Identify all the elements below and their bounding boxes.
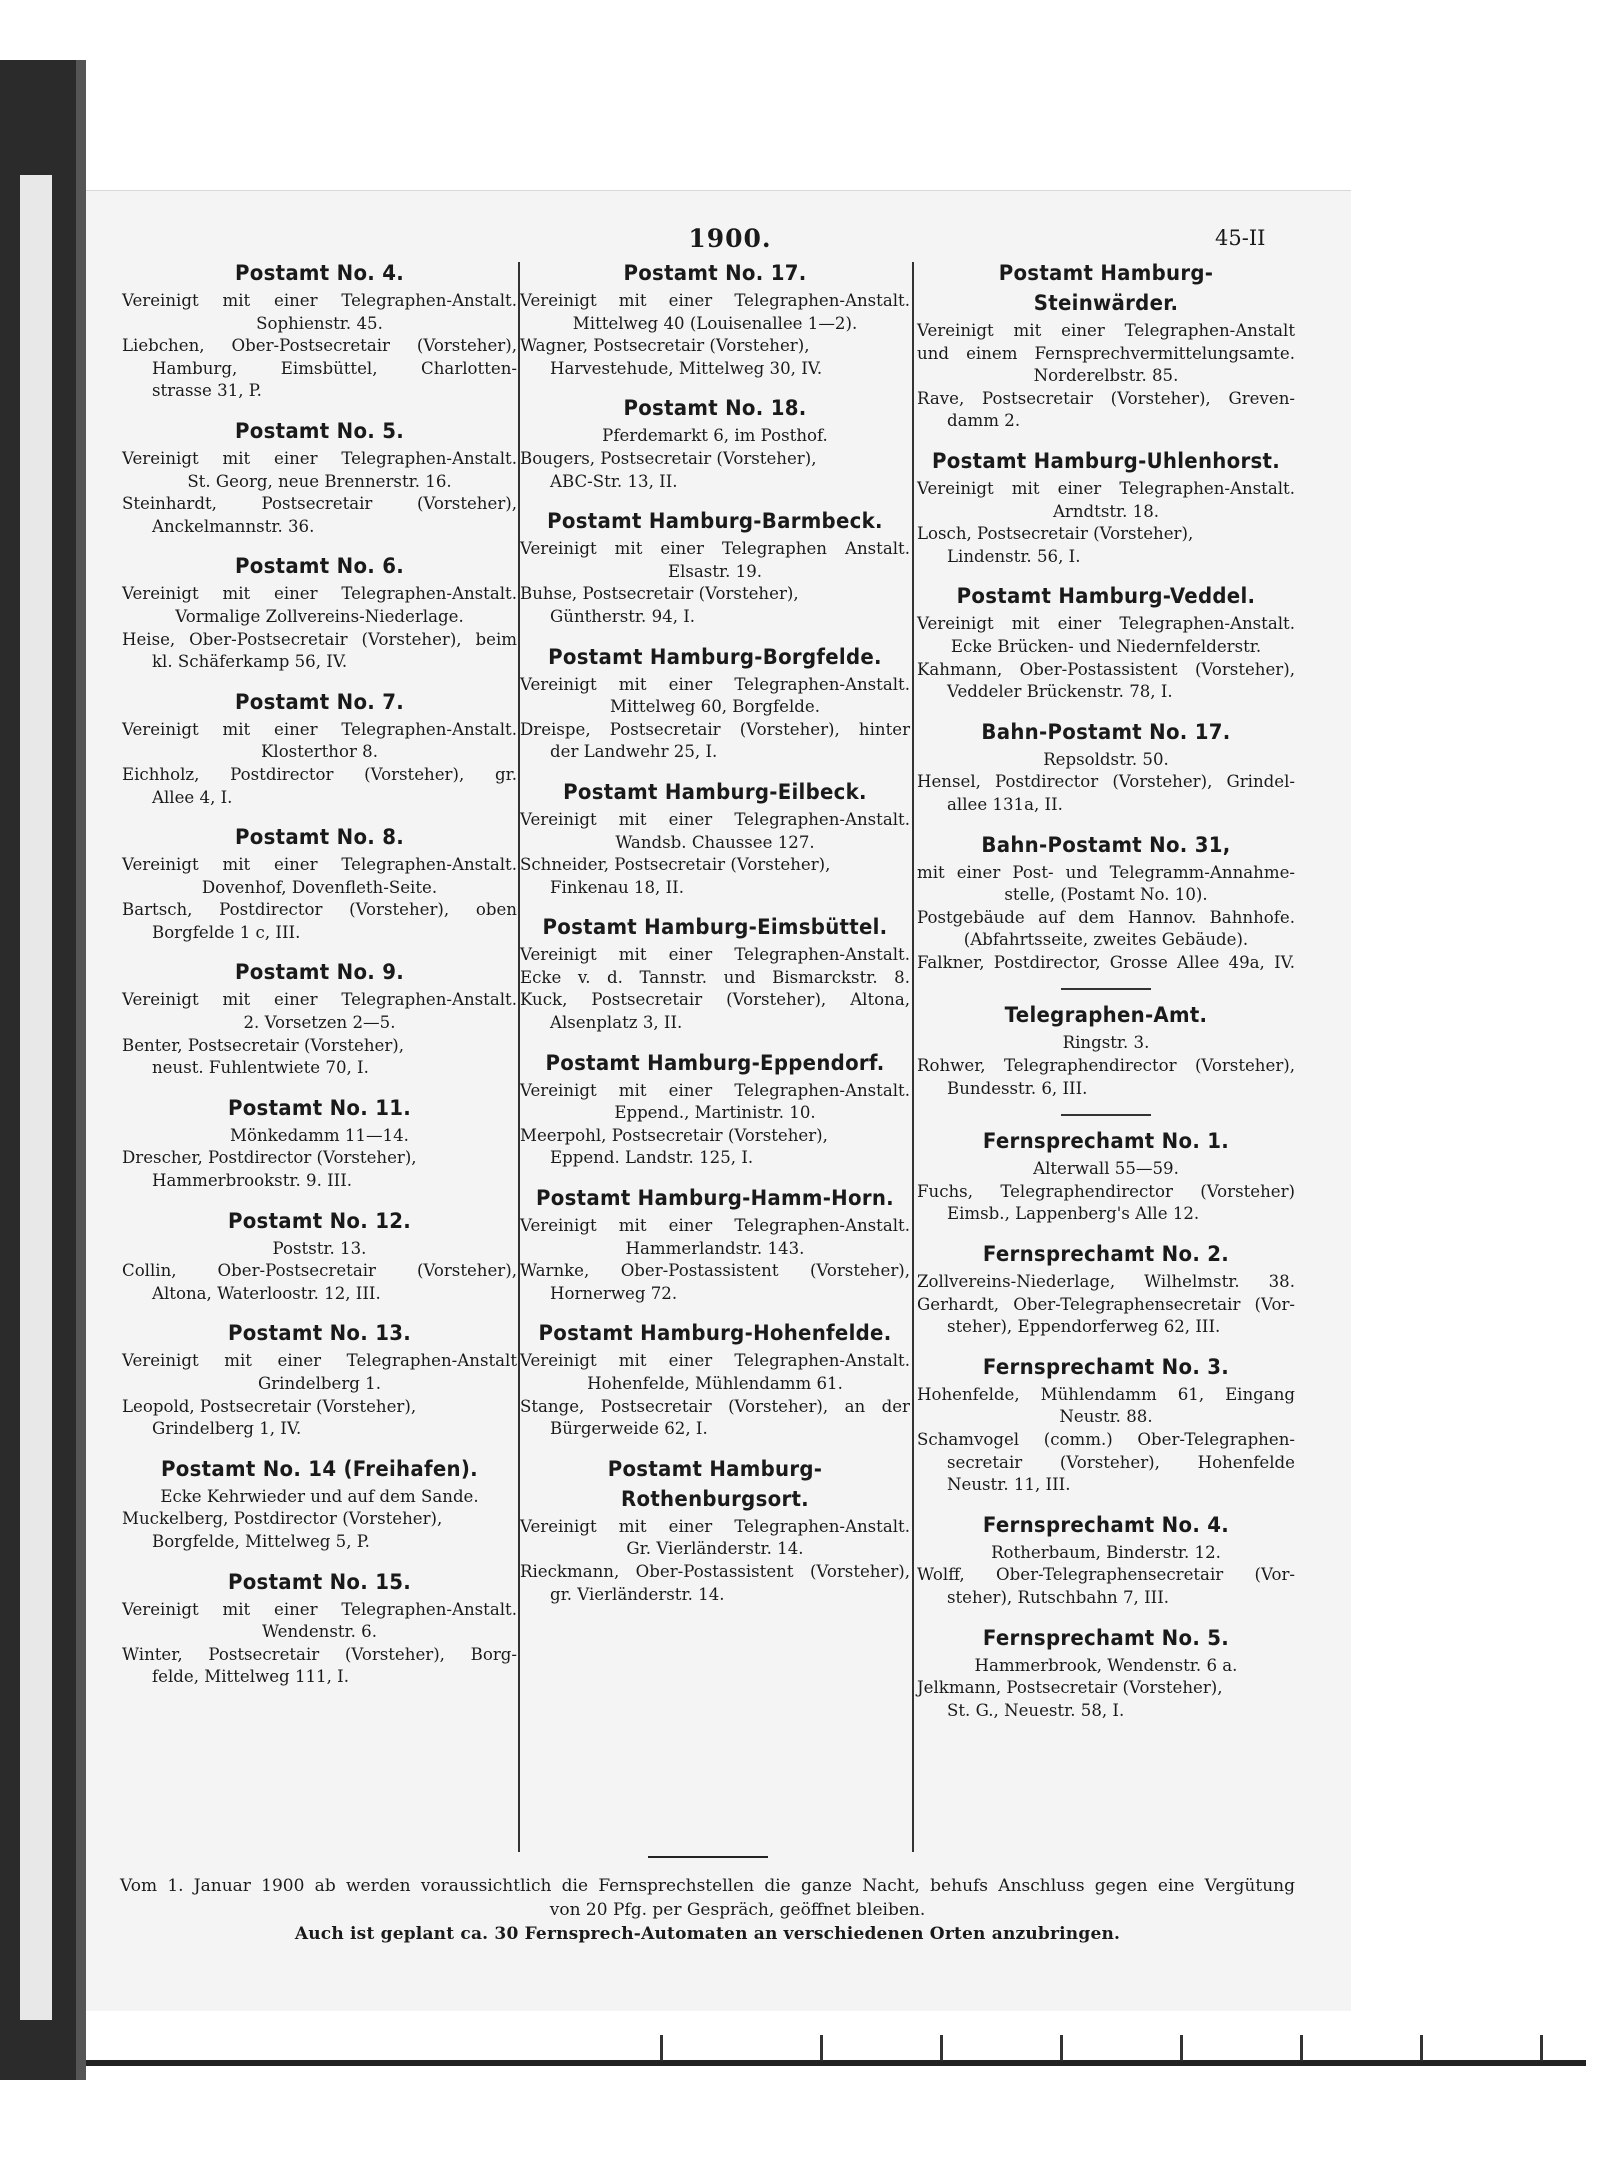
office-detail-line: Gerhardt, Ober-Telegraphensecretair (Vor-	[917, 1294, 1295, 1314]
office-title: Postamt Hamburg-Rothenburgsort.	[607, 1456, 823, 1511]
office-detail-line: Falkner, Postdirector, Grosse Allee 49a, IV.	[917, 952, 1295, 972]
office-detail-line: Kahmann, Ober-Postassistent (Vorsteher),	[917, 659, 1295, 679]
office-detail-line: Wolff, Ober-Telegraphensecretair (Vor-	[917, 1565, 1295, 1585]
office-entry	[917, 1126, 1295, 1226]
office-detail-line: Vereinigt mit einer Telegraphen-Anstalt.	[122, 719, 517, 739]
office-detail-line: Vereinigt mit einer Telegraphen-Anstalt	[917, 321, 1295, 340]
office-detail-line: Mönkedamm 11—14.	[230, 1125, 409, 1145]
office-detail-line: Pferdemarkt 6, im Posthof.	[602, 426, 828, 446]
office-detail-line: Vereinigt mit einer Telegraphen-Anstalt.	[122, 448, 517, 468]
office-detail-line: Hohenfelde, Mühlendamm 61, Eingang	[917, 1384, 1295, 1404]
office-detail-line: Ringstr. 3.	[1062, 1033, 1150, 1053]
office-entry	[917, 581, 1295, 703]
office-detail-line: Grindelberg 1, IV.	[152, 1419, 302, 1439]
office-title: Postamt Hamburg-Steinwärder.	[998, 261, 1214, 315]
office-detail-line: Vereinigt mit einer Telegraphen-Anstalt.	[917, 614, 1295, 634]
office-detail-line: Vereinigt mit einer Telegraphen-Anstalt.	[122, 990, 517, 1010]
office-detail-line: Liebchen, Ober-Postsecretair (Vorsteher),	[122, 336, 517, 356]
footnote-line: von 20 Pfg. per Gespräch, geöffnet bleiben.	[549, 1900, 926, 1920]
office-title: Bahn-Postamt No. 17.	[981, 719, 1231, 744]
office-detail-line: Altona, Waterloostr. 12, III.	[152, 1283, 381, 1303]
office-title: Postamt No. 11.	[227, 1095, 412, 1120]
office-detail-line: Poststr. 13.	[272, 1238, 367, 1258]
office-title: Postamt No. 18.	[623, 396, 807, 421]
office-detail-line: Vereinigt mit einer Telegraphen-Anstalt.	[917, 478, 1295, 498]
office-title: Postamt No. 12.	[227, 1208, 412, 1233]
office-detail-line: Vereinigt mit einer Telegraphen-Anstalt.	[520, 291, 910, 310]
office-detail-line: Vereinigt mit einer Telegraphen-Anstalt.	[122, 855, 517, 875]
footnote-line: Vom 1. Januar 1900 ab werden voraussichtlich die Fernsprechstellen die ganze Nacht, behufs Anschluss gegen eine Vergütung	[120, 1876, 1295, 1896]
column-1	[122, 258, 517, 1702]
office-title: Fernsprechamt No. 2.	[982, 1242, 1230, 1267]
office-detail-line: steher), Rutschbahn 7, III.	[947, 1587, 1170, 1607]
office-entry	[520, 1318, 910, 1440]
office-detail-line: Eichholz, Postdirector (Vorsteher), gr.	[122, 764, 517, 784]
office-detail-line: Heise, Ober-Postsecretair (Vorsteher), beim	[122, 629, 517, 649]
office-detail-line: Rave, Postsecretair (Vorsteher), Greven-	[917, 388, 1295, 408]
office-detail-line: Losch, Postsecretair (Vorsteher),	[917, 524, 1194, 544]
office-title: Postamt Hamburg-Uhlenhorst.	[931, 448, 1281, 473]
office-detail-line: Ecke v. d. Tannstr. und Bismarckstr. 8.	[520, 967, 910, 987]
office-entry	[520, 258, 910, 380]
office-detail-line: (Abfahrtsseite, zweites Gebäude).	[963, 930, 1249, 950]
office-detail-line: Wandsb. Chaussee 127.	[615, 832, 815, 852]
office-detail-line: Bartsch, Postdirector (Vorsteher), oben	[122, 900, 517, 920]
office-title: Bahn-Postamt No. 31,	[981, 832, 1231, 857]
office-title: Postamt No. 13.	[227, 1321, 412, 1346]
office-detail-line: Wendenstr. 6.	[261, 1622, 377, 1642]
office-detail-line: Rotherbaum, Binderstr. 12.	[991, 1542, 1221, 1562]
office-title: Postamt No. 14 (Freihafen).	[161, 1456, 478, 1481]
office-detail-line: Bougers, Postsecretair (Vorsteher),	[520, 448, 817, 468]
office-detail-line: Finkenau 18, II.	[550, 877, 684, 897]
office-detail-line: Gr. Vierländerstr. 14.	[626, 1539, 804, 1559]
office-detail-line: Vereinigt mit einer Telegraphen-Anstalt.	[122, 291, 517, 310]
office-detail-line: Harvestehude, Mittelweg 30, IV.	[550, 358, 823, 378]
office-entry	[520, 912, 910, 1034]
office-title: Postamt Hamburg-Eilbeck.	[563, 779, 867, 804]
office-detail-line: Collin, Ober-Postsecretair (Vorsteher),	[122, 1261, 517, 1281]
office-detail-line: Lindenstr. 56, I.	[947, 546, 1081, 566]
office-detail-line: Ecke Brücken- und Niedernfelderstr.	[950, 636, 1262, 656]
office-detail-line: Meerpohl, Postsecretair (Vorsteher),	[520, 1125, 828, 1145]
office-detail-line: Drescher, Postdirector (Vorsteher),	[122, 1148, 417, 1168]
office-entry	[122, 822, 517, 944]
footnote-rule	[648, 1856, 768, 1858]
office-entry	[520, 777, 910, 899]
office-entry	[917, 717, 1295, 817]
office-detail-line: Hensel, Postdirector (Vorsteher), Grindel-	[917, 772, 1295, 792]
office-title: Fernsprechamt No. 5.	[982, 1625, 1230, 1650]
office-detail-line: Buhse, Postsecretair (Vorsteher),	[520, 584, 799, 604]
office-detail-line: Muckelberg, Postdirector (Vorsteher),	[122, 1509, 443, 1529]
office-detail-line: Vereinigt mit einer Telegraphen-Anstalt.	[520, 1080, 910, 1100]
office-entry	[917, 1623, 1295, 1723]
column-2	[520, 258, 910, 1619]
office-entry	[122, 1093, 517, 1193]
office-detail-line: secretair (Vorsteher), Hohenfelde	[947, 1452, 1295, 1472]
office-detail-line: Repsoldstr. 50.	[1043, 749, 1169, 769]
office-detail-line: Arndtstr. 18.	[1052, 501, 1160, 521]
office-entry	[917, 1352, 1295, 1497]
office-title: Postamt No. 17.	[623, 261, 807, 285]
office-entry	[122, 416, 517, 538]
office-detail-line: Neustr. 11, III.	[947, 1475, 1071, 1495]
office-detail-line: St. Georg, neue Brennerstr. 16.	[187, 471, 452, 491]
office-entry	[520, 642, 910, 764]
office-entry	[917, 258, 1295, 433]
office-detail-line: Sophienstr. 45.	[256, 313, 383, 333]
office-entry	[520, 1048, 910, 1170]
office-detail-line: Vormalige Zollvereins-Niederlage.	[175, 606, 464, 626]
office-detail-line: Dreispe, Postsecretair (Vorsteher), hinter	[520, 719, 910, 739]
office-detail-line: Güntherstr. 94, I.	[550, 606, 696, 626]
office-entry	[520, 393, 910, 493]
office-entry	[520, 1183, 910, 1305]
office-detail-line: Postgebäude auf dem Hannov. Bahnhofe.	[917, 907, 1295, 927]
facing-page-edge	[20, 175, 52, 2020]
office-detail-line: Vereinigt mit einer Telegraphen-Anstalt.	[520, 809, 910, 829]
office-entry	[917, 1510, 1295, 1610]
office-detail-line: Hornerweg 72.	[550, 1283, 678, 1303]
office-detail-line: strasse 31, P.	[152, 381, 262, 401]
footnote-line: Auch ist geplant ca. 30 Fernsprech-Automaten an verschiedenen Orten anzubringen.	[294, 1924, 1121, 1944]
office-detail-line: Wagner, Postsecretair (Vorsteher),	[520, 336, 810, 356]
office-detail-line: mit einer Post- und Telegramm-Annahme-	[917, 862, 1295, 882]
office-detail-line: Vereinigt mit einer Telegraphen-Anstalt.	[520, 1516, 910, 1536]
office-detail-line: Veddeler Brückenstr. 78, I.	[947, 682, 1173, 702]
office-detail-line: und einem Fernsprechvermittelungsamte.	[917, 343, 1295, 363]
office-detail-line: Dovenhof, Dovenfleth-Seite.	[201, 877, 438, 897]
office-detail-line: Elsastr. 19.	[667, 561, 763, 581]
office-detail-line: Mittelweg 40 (Louisenallee 1—2).	[572, 313, 858, 333]
book-fold	[76, 60, 86, 2080]
office-detail-line: Rohwer, Telegraphendirector (Vorsteher),	[917, 1056, 1295, 1076]
office-detail-line: Vereinigt mit einer Telegraphen-Anstalt	[122, 1351, 517, 1371]
office-detail-line: Borgfelde 1 c, III.	[152, 922, 301, 942]
running-head	[0, 222, 1600, 252]
page-number: 45-II	[1215, 226, 1266, 250]
office-entry	[917, 446, 1295, 568]
office-detail-line: Leopold, Postsecretair (Vorsteher),	[122, 1396, 417, 1416]
office-detail-line: Mittelweg 60, Borgfelde.	[609, 697, 821, 717]
office-entry	[122, 1318, 517, 1440]
office-detail-line: Grindelberg 1.	[257, 1374, 382, 1393]
office-title: Postamt Hamburg-Eppendorf.	[545, 1050, 885, 1075]
office-entry	[520, 1454, 910, 1606]
office-detail-line: Winter, Postsecretair (Vorsteher), Borg-	[122, 1644, 517, 1664]
office-title: Fernsprechamt No. 3.	[982, 1354, 1230, 1379]
office-entry	[917, 1000, 1295, 1100]
office-detail-line: Alterwall 55—59.	[1033, 1159, 1179, 1179]
office-detail-line: Kuck, Postsecretair (Vorsteher), Altona,	[520, 990, 910, 1010]
office-detail-line: Vereinigt mit einer Telegraphen-Anstalt.	[520, 1216, 910, 1236]
office-title: Postamt No. 5.	[234, 418, 405, 443]
office-detail-line: Rieckmann, Ober-Postassistent (Vorsteher),	[520, 1561, 910, 1581]
office-detail-line: Borgfelde, Mittelweg 5, P.	[152, 1531, 370, 1551]
office-detail-line: gr. Vierländerstr. 14.	[550, 1584, 725, 1604]
office-title: Postamt Hamburg-Borgfelde.	[548, 644, 882, 669]
office-detail-line: damm 2.	[947, 411, 1021, 431]
office-detail-line: felde, Mittelweg 111, I.	[152, 1667, 349, 1687]
office-detail-line: Klosterthor 8.	[260, 742, 378, 762]
footnote	[120, 1874, 1295, 1946]
office-entry	[122, 1567, 517, 1689]
office-title: Postamt No. 8.	[234, 825, 405, 850]
office-title: Postamt Hamburg-Hohenfelde.	[538, 1321, 892, 1346]
office-detail-line: Steinhardt, Postsecretair (Vorsteher),	[122, 494, 517, 514]
office-detail-line: neust. Fuhlentwiete 70, I.	[152, 1058, 369, 1078]
office-detail-line: kl. Schäferkamp 56, IV.	[152, 652, 348, 672]
office-entry	[917, 830, 1295, 975]
office-detail-line: der Landwehr 25, I.	[550, 742, 718, 762]
office-detail-line: Benter, Postsecretair (Vorsteher),	[122, 1035, 405, 1055]
office-detail-line: St. G., Neuestr. 58, I.	[947, 1700, 1125, 1720]
office-title: Postamt Hamburg-Eimsbüttel.	[542, 915, 888, 940]
office-entry	[520, 506, 910, 628]
office-detail-line: Zollvereins-Niederlage, Wilhelmstr. 38.	[917, 1272, 1295, 1292]
office-detail-line: Bürgerweide 62, I.	[550, 1419, 708, 1439]
office-title: Postamt No. 7.	[234, 689, 405, 714]
office-entry	[122, 258, 517, 403]
office-detail-line: Eppend. Landstr. 125, I.	[550, 1148, 754, 1168]
office-detail-line: Hammerlandstr. 143.	[625, 1238, 805, 1258]
column-rule-right	[912, 262, 914, 1852]
office-title: Telegraphen-Amt.	[1004, 1003, 1208, 1028]
office-title: Postamt No. 9.	[234, 960, 405, 985]
office-detail-line: Ecke Kehrwieder und auf dem Sande.	[160, 1486, 479, 1506]
office-entry	[122, 687, 517, 809]
office-detail-line: Vereinigt mit einer Telegraphen-Anstalt.	[122, 584, 517, 604]
office-detail-line: Norderelbstr. 85.	[1033, 366, 1179, 386]
office-detail-line: Vereinigt mit einer Telegraphen-Anstalt.	[520, 945, 910, 965]
column-3	[917, 258, 1295, 1735]
office-title: Postamt No. 15.	[227, 1569, 412, 1594]
office-detail-line: steher), Eppendorferweg 62, III.	[947, 1317, 1221, 1337]
office-title: Postamt Hamburg-Hamm-Horn.	[536, 1186, 894, 1211]
office-detail-line: 2. Vorsetzen 2—5.	[243, 1013, 396, 1033]
office-detail-line: stelle, (Postamt No. 10).	[1004, 885, 1208, 905]
office-detail-line: Alsenplatz 3, II.	[550, 1013, 683, 1033]
office-entry	[917, 1239, 1295, 1339]
page-year: 1900.	[688, 224, 772, 253]
office-detail-line: Allee 4, I.	[152, 787, 233, 807]
office-detail-line: allee 131a, II.	[947, 794, 1063, 814]
office-detail-line: Eppend., Martinistr. 10.	[614, 1103, 816, 1123]
office-detail-line: Warnke, Ober-Postassistent (Vorsteher),	[520, 1261, 910, 1281]
office-title: Postamt Hamburg-Veddel.	[956, 584, 1256, 609]
office-detail-line: Hammerbrook, Wendenstr. 6 a.	[974, 1655, 1238, 1675]
office-detail-line: Vereinigt mit einer Telegraphen-Anstalt.	[520, 674, 910, 694]
office-detail-line: Vereinigt mit einer Telegraphen-Anstalt.	[122, 1599, 517, 1619]
section-divider	[1061, 1114, 1151, 1116]
office-detail-line: Hohenfelde, Mühlendamm 61.	[587, 1374, 843, 1393]
office-detail-line: Hammerbrookstr. 9. III.	[152, 1171, 353, 1191]
office-detail-line: Jelkmann, Postsecretair (Vorsteher),	[917, 1678, 1223, 1698]
office-detail-line: Fuchs, Telegraphendirector (Vorsteher)	[917, 1181, 1295, 1201]
office-entry	[122, 1454, 517, 1554]
office-detail-line: Eimsb., Lappenberg's Alle 12.	[947, 1204, 1200, 1224]
section-divider	[1061, 988, 1151, 990]
office-detail-line: ABC-Str. 13, II.	[550, 471, 678, 491]
office-title: Postamt Hamburg-Barmbeck.	[547, 509, 883, 534]
office-detail-line: Vereinigt mit einer Telegraphen-Anstalt.	[520, 1351, 910, 1371]
office-detail-line: Schamvogel (comm.) Ober-Telegraphen-	[917, 1430, 1295, 1449]
office-detail-line: Bundesstr. 6, III.	[947, 1078, 1088, 1098]
office-detail-line: Neustr. 88.	[1059, 1407, 1153, 1427]
office-entry	[122, 1206, 517, 1306]
scan-bottom-ticks	[660, 2035, 1580, 2063]
office-entry	[122, 957, 517, 1079]
office-detail-line: Hamburg, Eimsbüttel, Charlotten-	[152, 358, 517, 378]
office-title: Postamt No. 6.	[234, 554, 405, 579]
office-detail-line: Stange, Postsecretair (Vorsteher), an der	[520, 1396, 910, 1416]
office-entry	[122, 551, 517, 673]
office-title: Fernsprechamt No. 4.	[982, 1512, 1230, 1537]
office-title: Postamt No. 4.	[234, 261, 405, 285]
office-title: Fernsprechamt No. 1.	[982, 1129, 1230, 1154]
office-detail-line: Vereinigt mit einer Telegraphen Anstalt.	[520, 539, 910, 559]
office-detail-line: Anckelmannstr. 36.	[152, 516, 315, 536]
office-detail-line: Schneider, Postsecretair (Vorsteher),	[520, 855, 831, 875]
